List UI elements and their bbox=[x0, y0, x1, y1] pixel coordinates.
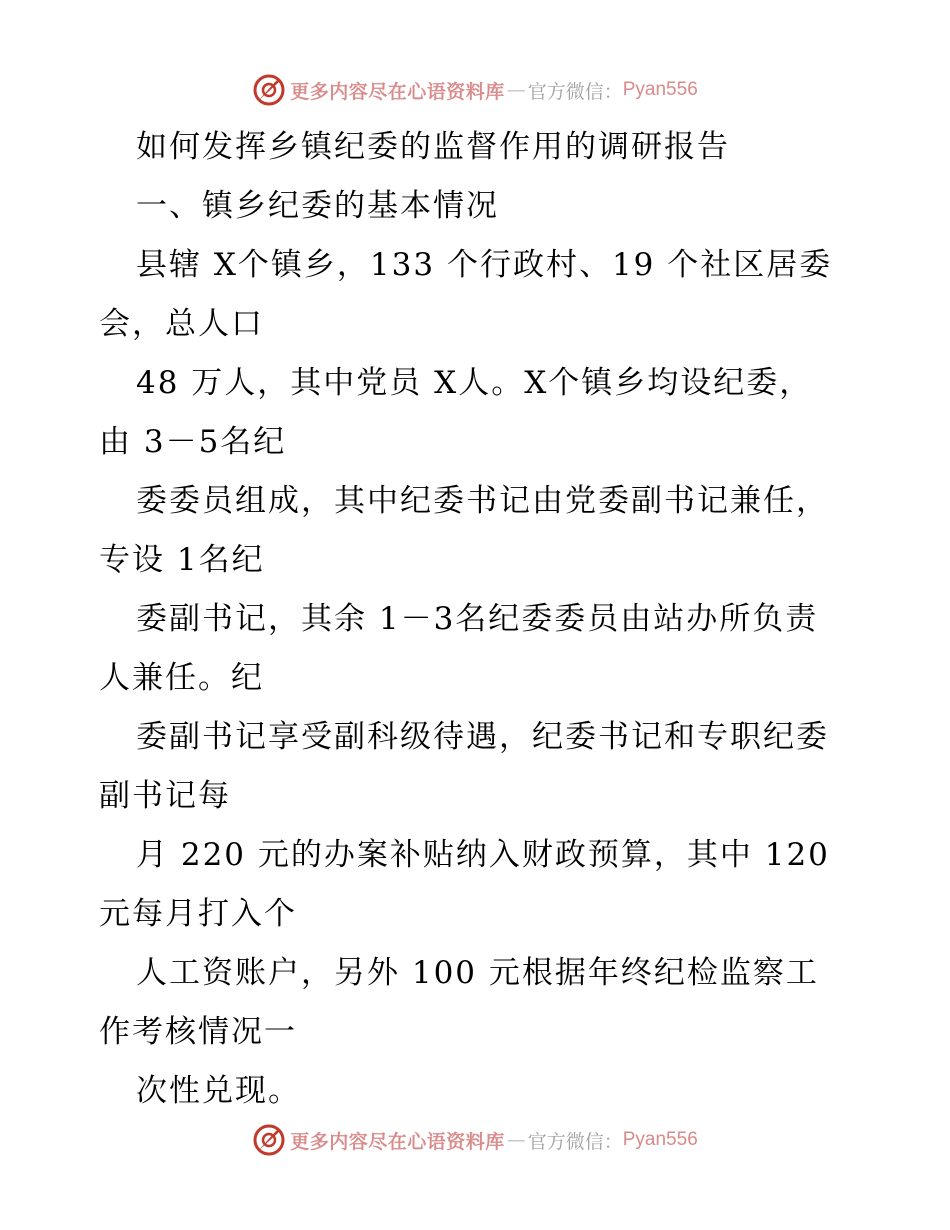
banner-wechat-id: Pyan556 bbox=[622, 79, 698, 100]
paragraph-line: 由 3－5名纪 bbox=[99, 424, 287, 460]
paragraph-line: 委副书记，其余 1－3名纪委委员由站办所负责 bbox=[136, 601, 819, 637]
banner-text: 更多内容尽在心语资料库 bbox=[290, 80, 505, 103]
logo-icon bbox=[252, 73, 286, 107]
paragraph-line: 会，总人口 bbox=[99, 306, 264, 342]
paragraph-line: 作考核情况一 bbox=[99, 1014, 297, 1050]
paragraph-line: 月 220 元的办案补贴纳入财政预算，其中 120 bbox=[136, 837, 830, 873]
footer-banner bbox=[0, 1120, 950, 1160]
paragraph-line: 委委员组成，其中纪委书记由党委副书记兼任， bbox=[136, 483, 829, 519]
paragraph-line: 副书记每 bbox=[99, 778, 231, 814]
paragraph-line: 委副书记享受副科级待遇，纪委书记和专职纪委 bbox=[136, 719, 829, 755]
document-title: 如何发挥乡镇纪委的监督作用的调研报告 bbox=[136, 129, 730, 165]
banner-wechat-id: Pyan556 bbox=[622, 1129, 698, 1150]
paragraph-line: 专设 1名纪 bbox=[99, 542, 265, 578]
section-heading: 一、镇乡纪委的基本情况 bbox=[136, 188, 499, 224]
paragraph-line: 人工资账户，另外 100 元根据年终纪检监察工 bbox=[136, 955, 819, 991]
paragraph-line: 人兼任。纪 bbox=[99, 660, 264, 696]
paragraph-line: 县辖 X个镇乡，133 个行政村、19 个社区居委 bbox=[136, 247, 833, 283]
logo-icon bbox=[252, 1123, 286, 1157]
paragraph-line: 48 万人，其中党员 X人。X个镇乡均设纪委， bbox=[136, 365, 813, 401]
header-banner bbox=[0, 70, 950, 110]
banner-separator: — bbox=[506, 1129, 526, 1151]
paragraph-line: 次性兑现。 bbox=[136, 1073, 301, 1109]
banner-wechat-label: 官方微信： bbox=[527, 1130, 623, 1153]
paragraph-line: 元每月打入个 bbox=[99, 896, 297, 932]
banner-separator: — bbox=[506, 79, 526, 101]
banner-text: 更多内容尽在心语资料库 bbox=[290, 1130, 505, 1153]
banner-wechat-label: 官方微信： bbox=[527, 80, 623, 103]
